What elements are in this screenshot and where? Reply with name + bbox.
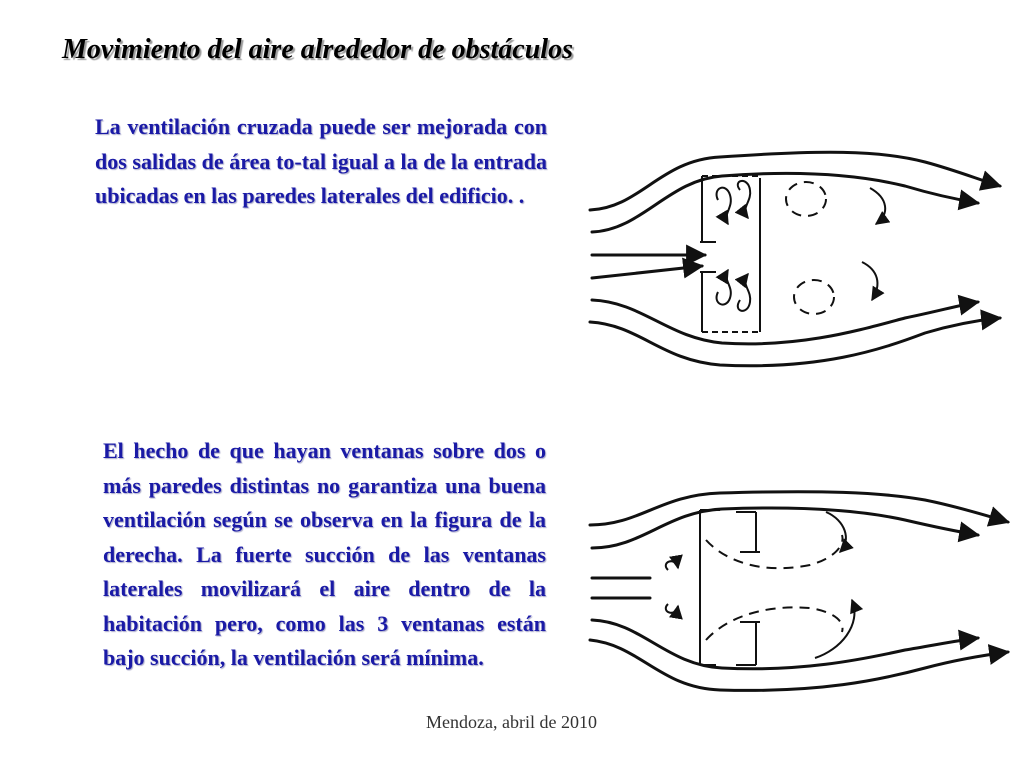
- diagram-suction-windows: [590, 492, 1008, 691]
- interior-eddies-1: [717, 181, 886, 314]
- slide-title: Movimiento del aire alrededor de obstáculos: [62, 34, 573, 65]
- paragraph-suction-windows: El hecho de que hayan ventanas sobre dos o más paredes distintas no garantiza una buena ventilación según se observa en la figura de la derecha. La fuerte succión de las ventanas laterales movilizará el aire dentro de la habitación pero, como las 3 ventanas están bajo succión, la ventilación será mínima.: [103, 438, 546, 670]
- building-plan-2: [700, 510, 760, 665]
- interior-eddies-2: [666, 512, 855, 658]
- credit-footer: Mendoza, abril de 2010: [426, 712, 597, 732]
- paragraph-cross-ventilation: La ventilación cruzada puede ser mejorada con dos salidas de área to-tal igual a la de la entrada ubicadas en las paredes laterales del edificio. .: [95, 114, 547, 208]
